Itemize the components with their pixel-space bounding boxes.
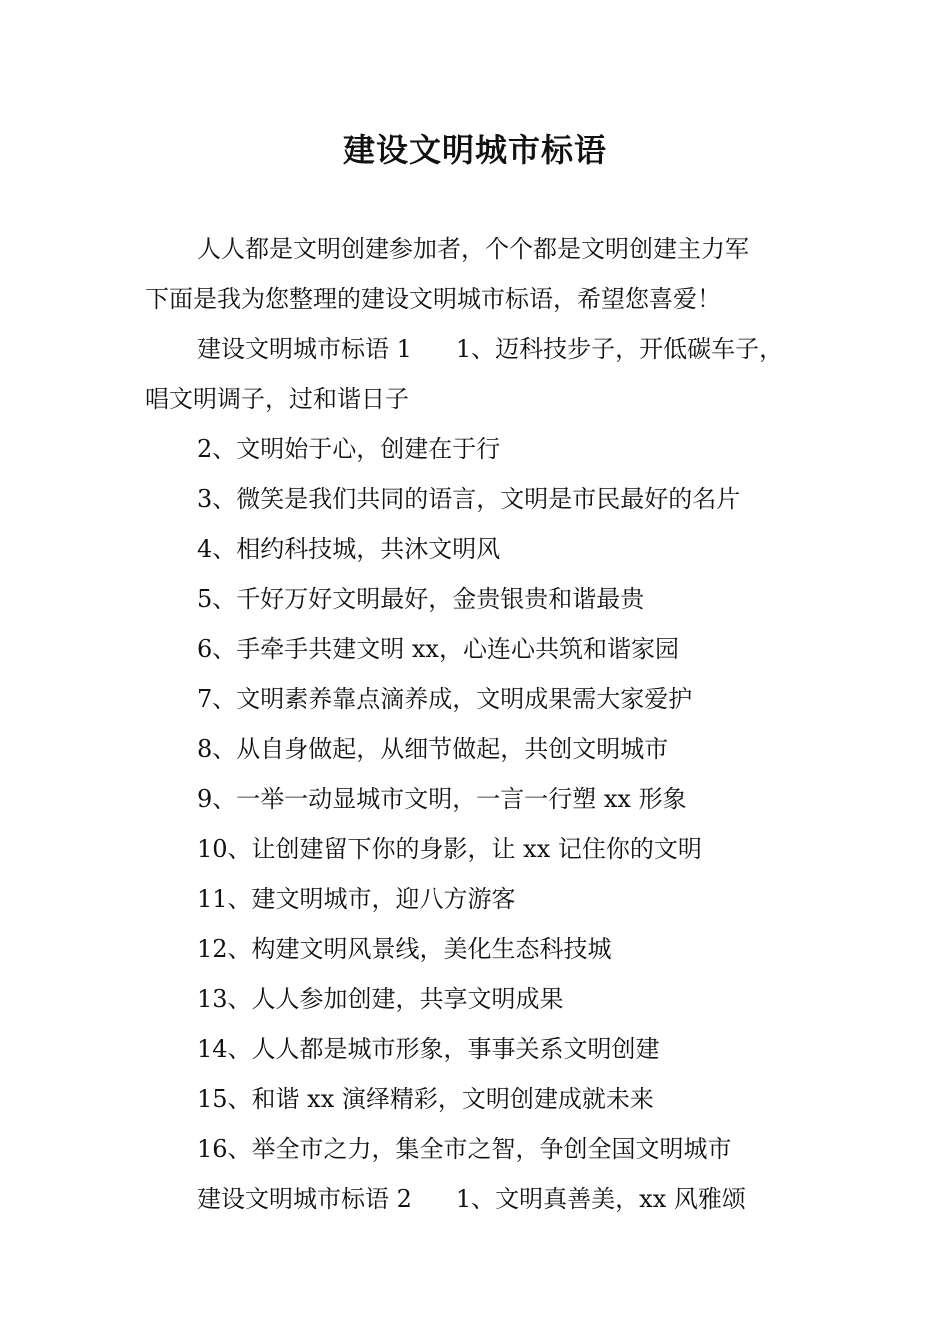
intro-line-1: 人人都是文明创建参加者，个个都是文明创建主力军: [197, 235, 749, 263]
slogan-item: 8、从自身做起，从细节做起，共创文明城市: [197, 735, 669, 763]
slogan-item: 12、构建文明风景线，美化生态科技城: [197, 935, 612, 963]
slogan-item: 10、让创建留下你的身影，让 xx 记住你的文明: [197, 835, 702, 863]
slogan-item: 15、和谐 xx 演绎精彩，文明创建成就未来: [197, 1085, 654, 1113]
section-1-heading-line: [145, 324, 845, 374]
section-2-heading-line: [145, 1174, 845, 1224]
document-body: [145, 224, 845, 1224]
slogan-item: 6、手牵手共建文明 xx，心连心共筑和谐家园: [197, 635, 679, 663]
slogan-item: 16、举全市之力，集全市之智，争创全国文明城市: [197, 1135, 732, 1163]
section-1-item-1-part-2: 唱文明调子，过和谐日子: [145, 385, 409, 413]
document-title: 建设文明城市标语: [342, 131, 607, 169]
section-2-item-1: 1、文明真善美，xx 风雅颂: [455, 1185, 746, 1213]
slogan-item: 13、人人参加创建，共享文明成果: [197, 985, 564, 1013]
slogan-item: 5、千好万好文明最好，金贵银贵和谐最贵: [197, 585, 645, 613]
intro-line-2: 下面是我为您整理的建设文明城市标语，希望您喜爱！: [145, 285, 721, 313]
slogan-item: 7、文明素养靠点滴养成，文明成果需大家爱护: [197, 685, 693, 713]
slogan-item: 2、文明始于心，创建在于行: [197, 435, 501, 463]
slogan-item: 14、人人都是城市形象，事事关系文明创建: [197, 1035, 660, 1063]
section-1-item-1-part-1: 1、迈科技步子，开低碳车子，: [455, 335, 784, 363]
section-2-heading: 建设文明城市标语 2: [197, 1185, 412, 1213]
slogan-item: 3、微笑是我们共同的语言，文明是市民最好的名片: [197, 485, 741, 513]
slogan-item: 4、相约科技城，共沐文明风: [197, 535, 501, 563]
slogan-item: 11、建文明城市，迎八方游客: [197, 885, 516, 913]
section-1-heading: 建设文明城市标语 1: [197, 335, 412, 363]
slogan-item: 9、一举一动显城市文明，一言一行塑 xx 形象: [197, 785, 687, 813]
